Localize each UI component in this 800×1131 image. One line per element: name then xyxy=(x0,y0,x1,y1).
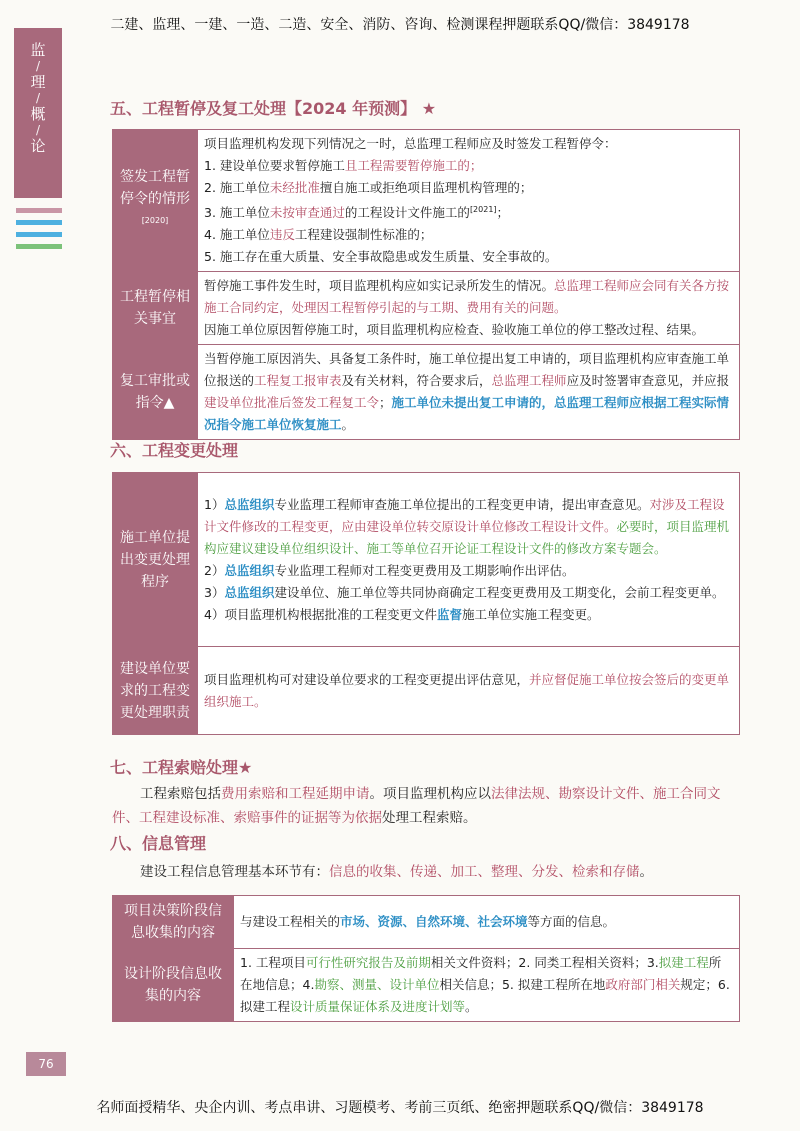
text: 擅自施工或拒绝项目监理机构管理的； xyxy=(319,180,533,195)
highlight-text-blue: 总监组织 xyxy=(224,584,275,600)
text: 1. 建设单位要求暂停施工 xyxy=(204,158,345,173)
list-item: 5. 施工存在重大质量、安全事故隐患或发生质量、安全事故的。 xyxy=(204,249,558,265)
text: 工程索赔包括 xyxy=(140,786,221,802)
highlight-text: 工程复工报审表 xyxy=(254,373,342,389)
text: 建设工程信息管理基本环节有： xyxy=(140,864,329,880)
table-row-label: 工程暂停相关事宜 xyxy=(113,272,198,345)
text: 项目监理机构可对建设单位要求的工程变更提出评估意见， xyxy=(204,671,530,687)
highlight-text: 总监理工程师应会同有关各方按施工合同约定，处理因工程暂停引起的与工期、费用有关的问题。 xyxy=(204,278,730,316)
highlight-text: 未按审查通过 xyxy=(269,205,345,221)
text-line: 因施工单位原因暂停施工时，项目监理机构应检查、验收施工单位的停工整改过程、结果。 xyxy=(204,322,705,338)
work-suspension-table xyxy=(112,129,740,440)
info-paragraph xyxy=(112,860,740,884)
color-bar xyxy=(16,244,62,249)
page-number: 76 xyxy=(26,1052,66,1076)
table-cell xyxy=(198,473,740,647)
text: ； xyxy=(379,395,392,411)
info-collection-table xyxy=(112,895,740,1022)
text: 及有关材料，符合要求后， xyxy=(341,373,492,389)
page-header: 二建、监理、一建、一造、二造、安全、消防、咨询、检测课程押题联系QQ/微信：3849178 xyxy=(110,17,690,33)
highlight-text: 政府部门相关 xyxy=(605,977,681,992)
text: 暂停施工事件发生时，项目监理机构应如实记录所发生的情况。 xyxy=(204,278,555,294)
highlight-text: 且工程需要暂停施工的； xyxy=(344,158,483,173)
highlight-text-green: 必要时，项目监理机构应建议建设单位组织设计、施工等单位召开论证工程设计文件的修改方案专题会。 xyxy=(204,518,730,556)
table-row-label: 设计阶段信息收集的内容 xyxy=(113,949,234,1022)
section-6-title: 六、工程变更处理 xyxy=(110,441,239,460)
text: 1. 工程项目 xyxy=(240,955,306,970)
highlight-text-green: 可行性研究报告及前期 xyxy=(305,955,431,970)
section-7-title-text: 七、工程索赔处理 xyxy=(110,758,239,777)
list-item xyxy=(204,177,733,199)
text: 所在地信息；4. xyxy=(240,955,722,992)
text: 专业监理工程师对工程变更费用及工期影响作出评估。 xyxy=(274,562,575,578)
list-item xyxy=(204,494,733,560)
highlight-text: 信息的收集、传递、加工、整理、分发、检索和存储 xyxy=(329,864,640,880)
side-tab-char: 理 xyxy=(30,73,46,91)
list-item xyxy=(204,199,733,224)
side-tab-sep: / xyxy=(35,91,41,105)
text: 工程建设强制性标准的； xyxy=(294,227,433,243)
highlight-text-blue: 施工单位未提出复工申请的，总监理工程师应根据工程实际情况指令施工单位恢复施工 xyxy=(204,395,730,433)
text: 建设单位、施工单位等共同协商确定工程变更费用及工期变化，会前工程变更单。 xyxy=(274,584,725,600)
side-color-bars xyxy=(16,208,62,256)
list-item xyxy=(204,155,733,177)
text: 。项目监理机构应以 xyxy=(369,786,491,802)
color-bar xyxy=(16,220,62,225)
text: 相关信息；5. 拟建工程所在地 xyxy=(439,977,606,992)
table-cell xyxy=(234,896,740,949)
section-7-title xyxy=(110,755,252,778)
text: 处理工程索赔。 xyxy=(382,810,477,826)
text: 2. 施工单位 xyxy=(204,180,270,195)
highlight-text-green: 设计质量保证体系及进度计划等 xyxy=(290,999,466,1014)
highlight-text: 建设单位批准后签发工程复工令 xyxy=(204,395,380,411)
list-item xyxy=(204,582,733,604)
section-5-title-text: 五、工程暂停及复工处理【2024 年预测】 xyxy=(110,99,417,118)
star-icon: ★ xyxy=(238,758,253,777)
highlight-text: 未经批准 xyxy=(269,180,320,195)
change-process-table xyxy=(112,472,740,735)
highlight-text: 对涉及工程设计文件修改的工程变更，应由建设单位转交原设计单位修改工程设计文件。 xyxy=(204,496,725,534)
star-icon: ★ xyxy=(421,99,437,118)
claims-paragraph xyxy=(112,782,740,830)
table-cell xyxy=(198,647,740,735)
label-text: 签发工程暂停令的情形 xyxy=(120,168,190,207)
text: 1） xyxy=(204,496,225,512)
highlight-text-blue: 市场、资源、自然环境、社会环境 xyxy=(340,914,528,929)
highlight-text: 费用索赔和工程延期申请 xyxy=(221,786,370,802)
highlight-text: 法律法规、勘察设计文件、施工合同文件、工程建设标准、索赔事件的证据等为依据 xyxy=(112,786,721,826)
text: 3） xyxy=(204,584,225,600)
text: 规定；6. 拟建工程 xyxy=(240,977,730,1014)
highlight-text-blue: 监督 xyxy=(436,606,462,622)
table-cell xyxy=(198,130,740,272)
side-tab-sep: / xyxy=(35,59,41,73)
year-tag: [2021] xyxy=(469,205,497,214)
table-row-label: 施工单位提出变更处理程序 xyxy=(113,473,198,647)
text: 3. 施工单位 xyxy=(204,205,270,221)
text: 2） xyxy=(204,562,225,578)
highlight-text-green: 拟建工程 xyxy=(658,955,709,970)
table-row-label: 建设单位要求的工程变更处理职责 xyxy=(113,647,198,735)
text: 当暂停施工原因消失、具备复工条件时，施工单位提出复工申请的，项目监理机构应审查施工单位报送的 xyxy=(204,351,730,389)
chapter-side-tab xyxy=(14,28,62,198)
side-tab-char: 论 xyxy=(30,137,46,155)
section-8-title: 八、信息管理 xyxy=(110,834,207,853)
text: 与建设工程相关的 xyxy=(240,914,341,929)
section-5-title xyxy=(110,96,436,119)
text: 应及时签署审查意见，并应报 xyxy=(566,373,730,389)
highlight-text: 违反 xyxy=(269,227,295,243)
highlight-text-green: 勘察、测量、设计单位 xyxy=(314,977,440,992)
page-footer: 名师面授精华、央企内训、考点串讲、习题模考、考前三页纸、绝密押题联系QQ/微信：3849178 xyxy=(96,1100,704,1116)
highlight-text: 并应督促施工单位按会签后的变更单组织施工。 xyxy=(204,671,730,709)
side-tab-sep: / xyxy=(35,123,41,137)
text: 专业监理工程师审查施工单位提出的工程变更申请，提出审查意见。 xyxy=(274,496,650,512)
color-bar xyxy=(16,208,62,213)
side-tab-char: 监 xyxy=(30,41,46,59)
table-cell xyxy=(198,272,740,345)
list-item xyxy=(204,560,733,582)
text: 。 xyxy=(341,417,355,433)
list-item xyxy=(204,604,733,626)
highlight-text-blue: 总监组织 xyxy=(224,562,275,578)
text: 等方面的信息。 xyxy=(527,914,616,929)
list-item xyxy=(204,224,733,246)
year-tag: [2020] xyxy=(141,215,169,225)
text: ； xyxy=(496,205,510,221)
table-row-label: 项目决策阶段信息收集的内容 xyxy=(113,896,234,949)
table-cell xyxy=(234,949,740,1022)
text: 4）项目监理机构根据批准的工程变更文件 xyxy=(204,606,437,622)
text: 4. 施工单位 xyxy=(204,227,270,243)
table-row-label: 复工审批或指令▲ xyxy=(113,345,198,440)
table-cell xyxy=(198,345,740,440)
text: 。 xyxy=(465,999,478,1014)
text: 。 xyxy=(639,864,653,880)
text-line: 项目监理机构发现下列情况之一时，总监理工程师应及时签发工程暂停令： xyxy=(204,136,617,151)
highlight-text: 总监理工程师 xyxy=(491,373,567,389)
color-bar xyxy=(16,232,62,237)
text: 相关文件资料；2. 同类工程相关资料；3. xyxy=(430,955,659,970)
side-tab-char: 概 xyxy=(30,105,46,123)
text: 施工单位实施工程变更。 xyxy=(461,606,600,622)
table-row-label xyxy=(113,130,198,272)
highlight-text-blue: 总监组织 xyxy=(224,496,275,512)
text: 的工程设计文件施工的 xyxy=(344,205,470,221)
